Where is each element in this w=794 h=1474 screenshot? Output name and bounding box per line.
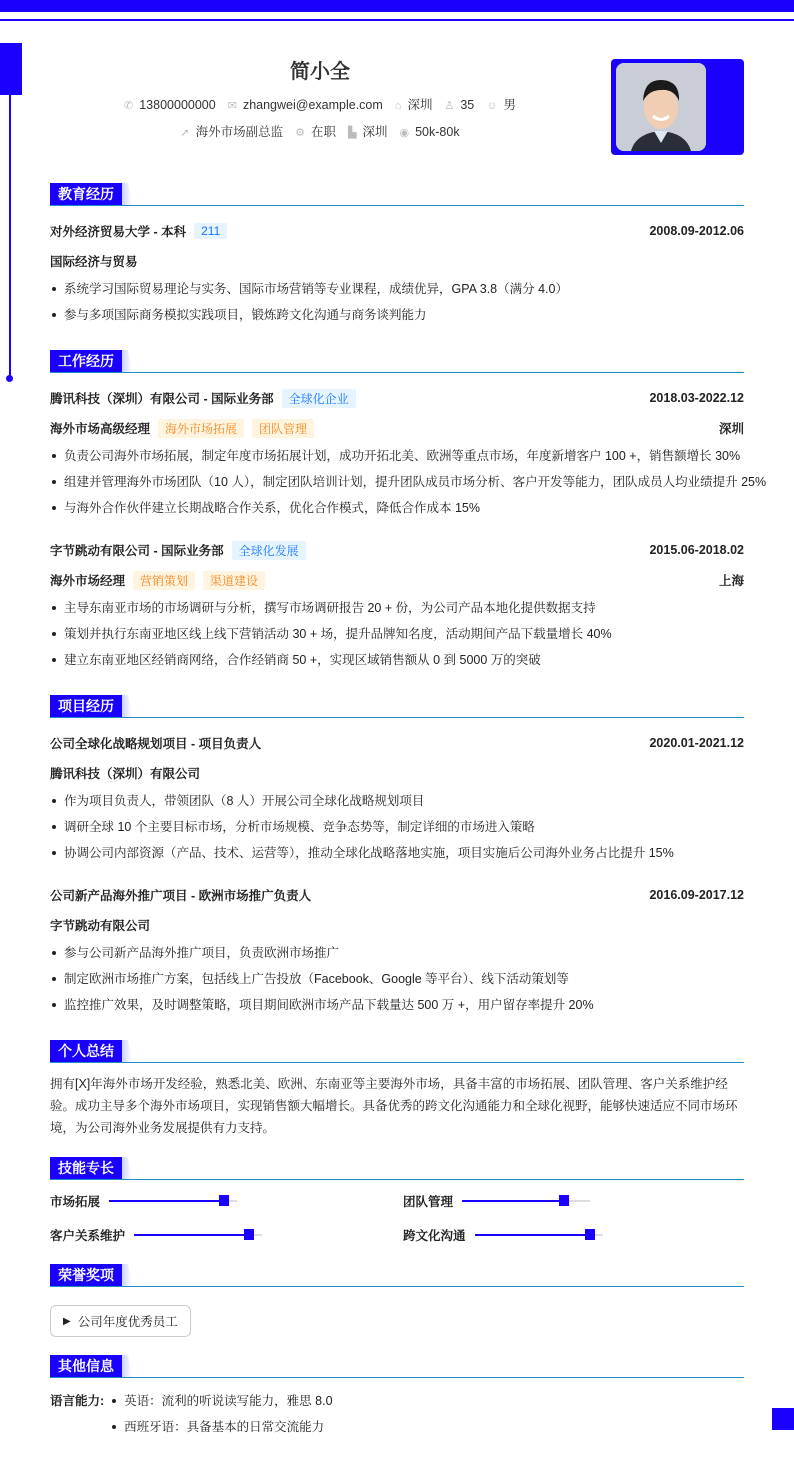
skill-item: 市场拓展 xyxy=(50,1190,403,1212)
profile-name: 简小全 xyxy=(290,61,350,83)
left-accent-line xyxy=(9,95,11,378)
gender: ☺ 男 xyxy=(486,98,516,112)
city: ⌂ 深圳 xyxy=(394,98,433,112)
company-tag: 全球化企业 xyxy=(282,389,356,408)
section-awards: 荣誉奖项 xyxy=(50,1264,744,1287)
project-item: 公司新产品海外推广项目 - 欧洲市场推广负责人 2016.09-2017.12 字节跳动有限公司 参与公司新产品海外推广项目，负责欧洲市场推广 制定欧洲市场推广方案，包括线上广告投放（Facebook、Google 等平台）、线下活动策划等 监控推广效果，及时调整策略，项目期间欧洲市场产品下载量达 500 万 +，用户留存率提升 20% xyxy=(50,880,744,1018)
salary: ◉ 50k-80k xyxy=(399,125,460,139)
list-item: 调研全球 10 个主要目标市场，分析市场规模、竞争态势等，制定详细的市场进入策略 xyxy=(50,814,744,840)
phone-icon: ✆ xyxy=(124,100,134,112)
skill-item: 团队管理 xyxy=(403,1190,744,1212)
list-item: 策划并执行东南亚地区线上线下营销活动 30 + 场，提升品牌知名度，活动期间产品下载量增长 40% xyxy=(50,621,744,647)
status: ⚙ 在职 xyxy=(295,125,337,139)
list-item: 制定欧洲市场推广方案，包括线上广告投放（Facebook、Google 等平台）、线下活动策划等 xyxy=(50,966,744,992)
section-education: 教育经历 xyxy=(50,183,744,206)
role-tag: 渠道建设 xyxy=(203,571,265,590)
list-item: 参与公司新产品海外推广项目，负责欧洲市场推广 xyxy=(50,940,744,966)
send-icon: ➚ xyxy=(180,127,190,139)
profile-header xyxy=(50,58,590,141)
role-tag: 营销策划 xyxy=(133,571,195,590)
list-item: 主导东南亚市场的市场调研与分析，撰写市场调研报告 20 + 份，为公司产品本地化提供数据支持 xyxy=(50,595,744,621)
award-item[interactable]: ▶ 公司年度优秀员工 xyxy=(50,1305,191,1337)
top-line xyxy=(0,19,794,21)
target-city: ▙ 深圳 xyxy=(348,125,388,139)
email: ✉ zhangwei@example.com xyxy=(227,98,383,112)
resume-content xyxy=(50,183,767,1440)
list-item: 建立东南亚地区经销商网络，合作经销商 50 +，实现区域销售额从 0 到 5000 万的突破 xyxy=(50,647,744,673)
list-item: 参与多项国际商务模拟实践项目，锻炼跨文化沟通与商务谈判能力 xyxy=(50,302,744,328)
skill-knob xyxy=(244,1229,254,1240)
right-accent-block xyxy=(772,1408,794,1430)
list-item: 西班牙语：具备基本的日常交流能力 xyxy=(110,1414,332,1440)
coin-icon: ◉ xyxy=(399,127,410,139)
left-accent-dot xyxy=(6,375,13,382)
list-item: 负责公司海外市场拓展，制定年度市场拓展计划，成功开拓北美、欧洲等重点市场，年度新增客户 100 +，销售额增长 30% xyxy=(50,443,744,469)
company-tag: 全球化发展 xyxy=(232,541,306,560)
caret-right-icon: ▶ xyxy=(63,1315,71,1327)
list-item: 系统学习国际贸易理论与实务、国际市场营销等专业课程，成绩优异，GPA 3.8（满分 4.0） xyxy=(50,276,744,302)
top-bar xyxy=(0,0,794,12)
skill-knob xyxy=(585,1229,595,1240)
phone: ✆ 13800000000 xyxy=(124,98,216,112)
mail-icon: ✉ xyxy=(227,100,237,112)
section-projects: 项目经历 xyxy=(50,695,744,718)
skill-item: 跨文化沟通 xyxy=(403,1224,744,1246)
cake-icon: ♙ xyxy=(444,100,455,112)
major: 国际经济与贸易 xyxy=(50,255,138,269)
age: ♙ 35 xyxy=(444,98,475,112)
avatar-photo xyxy=(616,63,706,151)
avatar xyxy=(611,59,744,155)
section-summary: 个人总结 xyxy=(50,1040,744,1063)
skill-knob xyxy=(559,1195,569,1206)
language-label: 语言能力: xyxy=(50,1394,105,1408)
list-item: 协调公司内部资源（产品、技术、运营等），推动全球化战略落地实施，项目实施后公司海外业务占比提升 15% xyxy=(50,840,744,866)
education-bullets xyxy=(50,276,744,328)
skill-bar xyxy=(462,1200,590,1202)
work-item: 腾讯科技（深圳）有限公司 - 国际业务部 全球化企业 2018.03-2022.12 海外市场高级经理 海外市场拓展 团队管理 深圳 负责公司海外市场拓展，制定年度市场拓展计划，成功开拓北美、欧洲等重点市场，年度新增客户 100 +，销售额增长 30% 组建并管理海外市场团队（10 人），制定团队培训计划，提升团队成员市场分析、客户开发等能力，团队成员人均业绩提升 25% 与海外合作伙伴建立长期战略合作关系，优化合作模式，降低合作成本 15% xyxy=(50,383,744,521)
building-icon: ▙ xyxy=(348,127,357,139)
project-item: 公司全球化战略规划项目 - 项目负责人 2020.01-2021.12 腾讯科技（深圳）有限公司 作为项目负责人，带领团队（8 人）开展公司全球化战略规划项目 调研全球 10 个主要目标市场，分析市场规模、竞争态势等，制定详细的市场进入策略 协调公司内部资源（产品、技术、运营等），推动全球化战略落地实施，项目实施后公司海外业务占比提升 15% xyxy=(50,728,744,866)
education-row: 对外经济贸易大学 - 本科 211 2008.09-2012.06 xyxy=(50,224,744,239)
list-item: 与海外合作伙伴建立长期战略合作关系，优化合作模式，降低合作成本 15% xyxy=(50,495,744,521)
role-tag: 团队管理 xyxy=(252,419,314,438)
skill-bar xyxy=(134,1234,262,1236)
work-item: 字节跳动有限公司 - 国际业务部 全球化发展 2015.06-2018.02 海外市场经理 营销策划 渠道建设 上海 主导东南亚市场的市场调研与分析，撰写市场调研报告 20 + 份，为公司产品本地化提供数据支持 策划并执行东南亚地区线上线下营销活动 30 + 场，提升品牌知名度，活动期间产品下载量增长 40% 建立东南亚地区经销商网络，合作经销商 50 +，实现区域销售额从 0 到 5000 万的突破 xyxy=(50,535,744,673)
skill-bar xyxy=(109,1200,237,1202)
skill-item: 客户关系维护 xyxy=(50,1224,403,1246)
list-item: 监控推广效果，及时调整策略，项目期间欧洲市场产品下载量达 500 万 +，用户留存率提升 20% xyxy=(50,992,744,1018)
school-tag: 211 xyxy=(194,223,227,239)
language-info xyxy=(50,1388,744,1440)
gear-icon: ⚙ xyxy=(295,127,305,139)
list-item: 作为项目负责人，带领团队（8 人）开展公司全球化战略规划项目 xyxy=(50,788,744,814)
list-item: 英语：流利的听说读写能力，雅思 8.0 xyxy=(110,1388,332,1414)
position: ➚ 海外市场副总监 xyxy=(180,125,284,139)
left-accent-block xyxy=(0,43,22,95)
section-work: 工作经历 xyxy=(50,350,744,373)
user-icon: ☺ xyxy=(486,100,498,112)
home-icon: ⌂ xyxy=(394,100,402,112)
section-skills: 技能专长 xyxy=(50,1157,744,1180)
summary-text: 拥有[X]年海外市场开发经验，熟悉北美、欧洲、东南亚等主要海外市场，具备丰富的市场拓展、团队管理、客户关系维护经验。成功主导多个海外市场项目，实现销售额大幅增长。具备优秀的跨文化沟通能力和全球化视野，能够快速适应不同市场环境，为公司海外业务发展提供有力支持。 xyxy=(50,1077,738,1135)
section-other: 其他信息 xyxy=(50,1355,744,1378)
skills-grid xyxy=(50,1190,744,1246)
role-tag: 海外市场拓展 xyxy=(158,419,244,438)
skill-knob xyxy=(219,1195,229,1206)
list-item: 组建并管理海外市场团队（10 人），制定团队培训计划，提升团队成员市场分析、客户开发等能力，团队成员人均业绩提升 25% xyxy=(50,469,744,495)
skill-bar xyxy=(475,1234,603,1236)
